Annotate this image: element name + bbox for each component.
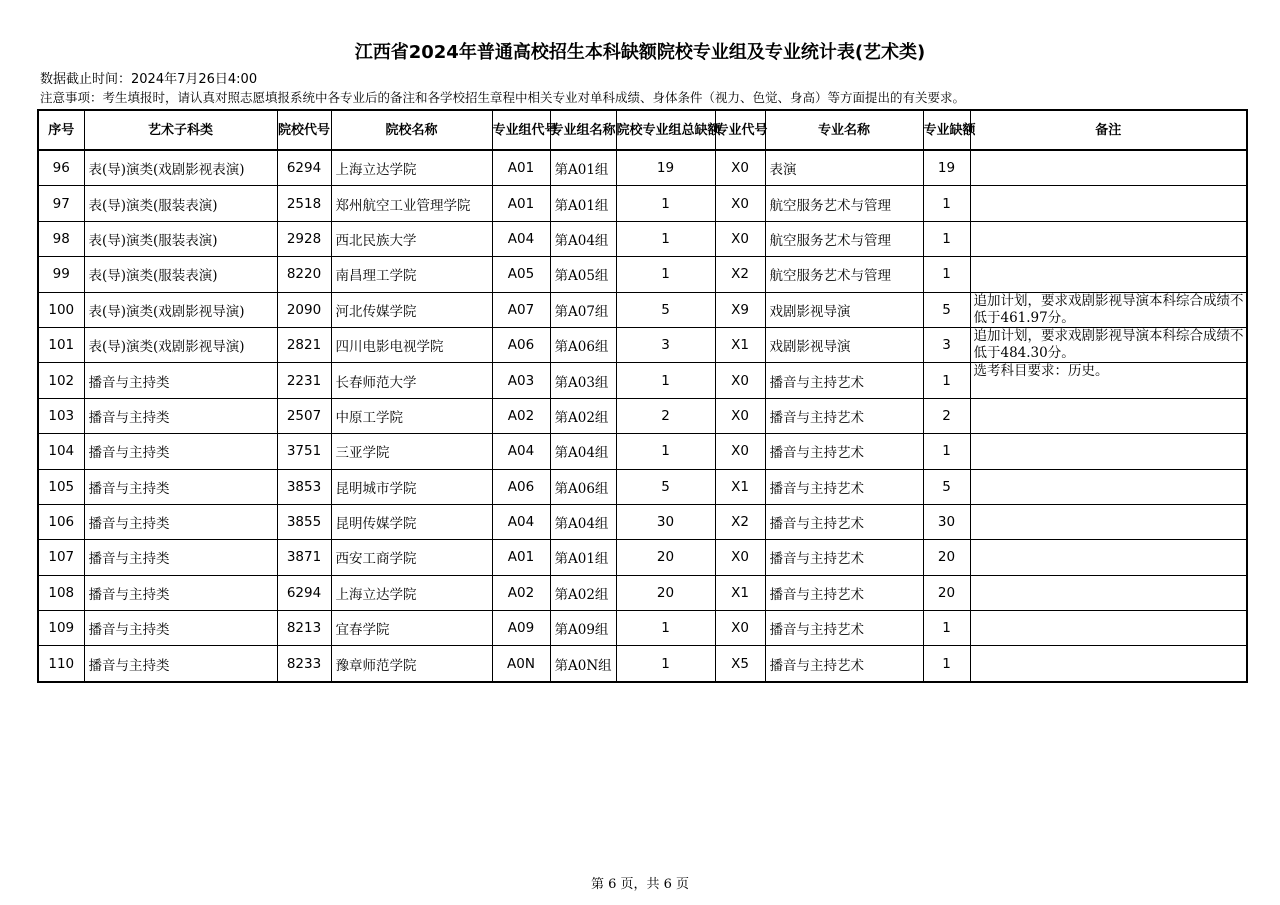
cell-no: 101 xyxy=(38,327,84,362)
cell-school-name: 西安工商学院 xyxy=(331,540,492,575)
cell-major-name: 播音与主持艺术 xyxy=(765,540,923,575)
cell-group-code: A02 xyxy=(492,575,550,610)
cell-major-vacancy: 1 xyxy=(923,257,970,292)
cell-group-total: 19 xyxy=(616,150,715,186)
cell-category: 表(导)演类(服装表演) xyxy=(84,186,277,221)
cell-school-name: 四川电影电视学院 xyxy=(331,327,492,362)
cell-group-name: 第A06组 xyxy=(550,469,616,504)
cell-school-code: 8213 xyxy=(277,611,331,646)
cell-remark xyxy=(970,646,1247,682)
cell-remark xyxy=(970,150,1247,186)
cell-group-total: 20 xyxy=(616,540,715,575)
table-row xyxy=(38,221,1247,256)
cell-group-name: 第A07组 xyxy=(550,292,616,327)
cell-group-name: 第A01组 xyxy=(550,540,616,575)
cell-major-vacancy: 3 xyxy=(923,327,970,362)
cell-category: 表(导)演类(服装表演) xyxy=(84,257,277,292)
cell-school-code: 2231 xyxy=(277,363,331,398)
cell-no: 103 xyxy=(38,398,84,433)
cell-group-code: A01 xyxy=(492,186,550,221)
cell-major-code: X1 xyxy=(715,327,765,362)
cell-category: 播音与主持类 xyxy=(84,469,277,504)
cell-group-name: 第A06组 xyxy=(550,327,616,362)
cell-school-code: 3855 xyxy=(277,504,331,539)
cell-group-code: A05 xyxy=(492,257,550,292)
cell-major-vacancy: 2 xyxy=(923,398,970,433)
cell-no: 108 xyxy=(38,575,84,610)
cell-no: 99 xyxy=(38,257,84,292)
cell-major-code: X9 xyxy=(715,292,765,327)
cell-school-name: 三亚学院 xyxy=(331,434,492,469)
cell-major-vacancy: 1 xyxy=(923,363,970,398)
cell-group-total: 1 xyxy=(616,186,715,221)
cell-group-code: A04 xyxy=(492,504,550,539)
cell-school-name: 上海立达学院 xyxy=(331,150,492,186)
cell-major-name: 播音与主持艺术 xyxy=(765,611,923,646)
cell-group-code: A01 xyxy=(492,540,550,575)
cell-major-code: X1 xyxy=(715,575,765,610)
header-major-name: 专业名称 xyxy=(765,110,923,150)
cell-category: 表(导)演类(戏剧影视表演) xyxy=(84,150,277,186)
cell-school-name: 昆明传媒学院 xyxy=(331,504,492,539)
cell-group-total: 2 xyxy=(616,398,715,433)
cell-school-name: 上海立达学院 xyxy=(331,575,492,610)
cell-group-name: 第A03组 xyxy=(550,363,616,398)
cell-group-name: 第A04组 xyxy=(550,504,616,539)
cell-category: 表(导)演类(服装表演) xyxy=(84,221,277,256)
cell-major-name: 航空服务艺术与管理 xyxy=(765,221,923,256)
cell-category: 播音与主持类 xyxy=(84,646,277,682)
table-header-row xyxy=(38,110,1247,150)
cell-no: 96 xyxy=(38,150,84,186)
table-row xyxy=(38,398,1247,433)
header-school-code: 院校代号 xyxy=(277,110,331,150)
cell-group-total: 1 xyxy=(616,257,715,292)
cell-category: 播音与主持类 xyxy=(84,504,277,539)
cell-group-code: A01 xyxy=(492,150,550,186)
cell-school-code: 3853 xyxy=(277,469,331,504)
cell-group-name: 第A01组 xyxy=(550,150,616,186)
cell-remark: 追加计划，要求戏剧影视导演本科综合成绩不低于461.97分。 xyxy=(970,292,1247,327)
cell-remark xyxy=(970,434,1247,469)
cell-major-vacancy: 1 xyxy=(923,434,970,469)
cell-no: 100 xyxy=(38,292,84,327)
cell-category: 播音与主持类 xyxy=(84,575,277,610)
cell-group-total: 1 xyxy=(616,363,715,398)
cell-major-name: 播音与主持艺术 xyxy=(765,575,923,610)
table-row xyxy=(38,186,1247,221)
table-body xyxy=(38,150,1247,682)
cell-category: 播音与主持类 xyxy=(84,363,277,398)
cell-group-code: A03 xyxy=(492,363,550,398)
cell-no: 110 xyxy=(38,646,84,682)
cell-remark xyxy=(970,575,1247,610)
cell-group-name: 第A05组 xyxy=(550,257,616,292)
cell-major-name: 表演 xyxy=(765,150,923,186)
cell-category: 表(导)演类(戏剧影视导演) xyxy=(84,292,277,327)
header-major-code: 专业代号 xyxy=(715,110,765,150)
cell-major-vacancy: 20 xyxy=(923,540,970,575)
cell-school-name: 长春师范大学 xyxy=(331,363,492,398)
cell-school-name: 西北民族大学 xyxy=(331,221,492,256)
header-remark: 备注 xyxy=(970,110,1247,150)
cell-major-name: 播音与主持艺术 xyxy=(765,646,923,682)
cell-remark xyxy=(970,540,1247,575)
cell-group-total: 1 xyxy=(616,646,715,682)
cell-remark xyxy=(970,398,1247,433)
cell-school-name: 宜春学院 xyxy=(331,611,492,646)
cell-school-code: 2507 xyxy=(277,398,331,433)
cell-no: 106 xyxy=(38,504,84,539)
cell-remark: 选考科目要求：历史。 xyxy=(970,363,1247,398)
cell-group-total: 3 xyxy=(616,327,715,362)
data-cutoff-time: 数据截止时间：2024年7月26日4:00 xyxy=(40,72,258,87)
cell-group-total: 1 xyxy=(616,221,715,256)
cell-group-code: A04 xyxy=(492,434,550,469)
cell-major-code: X0 xyxy=(715,150,765,186)
cell-major-name: 播音与主持艺术 xyxy=(765,504,923,539)
header-group-code: 专业组代号 xyxy=(492,110,550,150)
header-group-name: 专业组名称 xyxy=(550,110,616,150)
cell-major-name: 戏剧影视导演 xyxy=(765,292,923,327)
cell-group-total: 5 xyxy=(616,469,715,504)
cell-major-name: 播音与主持艺术 xyxy=(765,469,923,504)
table-row xyxy=(38,363,1247,398)
cell-group-total: 1 xyxy=(616,611,715,646)
cell-major-code: X0 xyxy=(715,540,765,575)
cell-major-name: 播音与主持艺术 xyxy=(765,434,923,469)
cell-major-code: X2 xyxy=(715,504,765,539)
cell-group-name: 第A02组 xyxy=(550,398,616,433)
table-row xyxy=(38,292,1247,327)
cell-group-name: 第A04组 xyxy=(550,434,616,469)
cell-group-code: A07 xyxy=(492,292,550,327)
cell-no: 109 xyxy=(38,611,84,646)
cell-major-vacancy: 30 xyxy=(923,504,970,539)
cell-group-total: 5 xyxy=(616,292,715,327)
notice-text: 注意事项：考生填报时，请认真对照志愿填报系统中各专业后的备注和各学校招生章程中相关专业对单科成绩、身体条件（视力、色觉、身高）等方面提出的有关要求。 xyxy=(40,90,966,105)
cell-category: 播音与主持类 xyxy=(84,611,277,646)
header-school-name: 院校名称 xyxy=(331,110,492,150)
cell-school-name: 豫章师范学院 xyxy=(331,646,492,682)
table-row xyxy=(38,646,1247,682)
cell-major-code: X0 xyxy=(715,611,765,646)
cell-group-name: 第A02组 xyxy=(550,575,616,610)
cell-remark xyxy=(970,504,1247,539)
cell-school-name: 中原工学院 xyxy=(331,398,492,433)
cell-major-name: 航空服务艺术与管理 xyxy=(765,186,923,221)
cell-school-name: 郑州航空工业管理学院 xyxy=(331,186,492,221)
cell-major-vacancy: 1 xyxy=(923,221,970,256)
cell-remark xyxy=(970,221,1247,256)
cell-school-name: 昆明城市学院 xyxy=(331,469,492,504)
header-major-vacancy: 专业缺额 xyxy=(923,110,970,150)
cell-major-vacancy: 5 xyxy=(923,292,970,327)
cell-group-total: 30 xyxy=(616,504,715,539)
cell-group-code: A04 xyxy=(492,221,550,256)
cell-group-name: 第A0N组 xyxy=(550,646,616,682)
cell-category: 播音与主持类 xyxy=(84,540,277,575)
cell-group-code: A06 xyxy=(492,327,550,362)
table-row xyxy=(38,540,1247,575)
cell-remark xyxy=(970,257,1247,292)
cell-no: 104 xyxy=(38,434,84,469)
cell-remark xyxy=(970,469,1247,504)
cell-major-vacancy: 1 xyxy=(923,611,970,646)
cell-no: 98 xyxy=(38,221,84,256)
cell-group-name: 第A09组 xyxy=(550,611,616,646)
cell-group-total: 20 xyxy=(616,575,715,610)
cell-major-name: 播音与主持艺术 xyxy=(765,398,923,433)
cell-school-code: 8220 xyxy=(277,257,331,292)
cell-school-name: 河北传媒学院 xyxy=(331,292,492,327)
header-no: 序号 xyxy=(38,110,84,150)
cell-school-code: 2821 xyxy=(277,327,331,362)
cell-group-name: 第A01组 xyxy=(550,186,616,221)
page-footer: 第 6 页，共 6 页 xyxy=(590,877,690,892)
table-row xyxy=(38,611,1247,646)
vacancy-table xyxy=(37,109,1248,683)
cell-school-code: 6294 xyxy=(277,575,331,610)
cell-group-code: A0N xyxy=(492,646,550,682)
cell-remark xyxy=(970,186,1247,221)
table-row xyxy=(38,575,1247,610)
cell-school-code: 3751 xyxy=(277,434,331,469)
header-group-total: 院校专业组总缺额 xyxy=(616,110,715,150)
cell-school-name: 南昌理工学院 xyxy=(331,257,492,292)
cell-group-code: A06 xyxy=(492,469,550,504)
table-row xyxy=(38,257,1247,292)
cell-remark xyxy=(970,611,1247,646)
cell-school-code: 2928 xyxy=(277,221,331,256)
table-row xyxy=(38,150,1247,186)
cell-remark: 追加计划，要求戏剧影视导演本科综合成绩不低于484.30分。 xyxy=(970,327,1247,362)
cell-major-name: 航空服务艺术与管理 xyxy=(765,257,923,292)
cell-school-code: 3871 xyxy=(277,540,331,575)
cell-group-name: 第A04组 xyxy=(550,221,616,256)
cell-category: 表(导)演类(戏剧影视导演) xyxy=(84,327,277,362)
cell-major-code: X0 xyxy=(715,434,765,469)
cell-major-name: 戏剧影视导演 xyxy=(765,327,923,362)
cell-major-vacancy: 1 xyxy=(923,646,970,682)
cell-school-code: 6294 xyxy=(277,150,331,186)
table-row xyxy=(38,434,1247,469)
header-category: 艺术子科类 xyxy=(84,110,277,150)
cell-group-total: 1 xyxy=(616,434,715,469)
cell-no: 97 xyxy=(38,186,84,221)
cell-group-code: A09 xyxy=(492,611,550,646)
cell-no: 102 xyxy=(38,363,84,398)
cell-no: 105 xyxy=(38,469,84,504)
table-row xyxy=(38,469,1247,504)
cell-school-code: 2518 xyxy=(277,186,331,221)
cell-major-code: X1 xyxy=(715,469,765,504)
cell-category: 播音与主持类 xyxy=(84,434,277,469)
cell-major-code: X0 xyxy=(715,398,765,433)
cell-school-code: 2090 xyxy=(277,292,331,327)
cell-major-code: X5 xyxy=(715,646,765,682)
cell-major-vacancy: 5 xyxy=(923,469,970,504)
page-title: 江西省2024年普通高校招生本科缺额院校专业组及专业统计表(艺术类) xyxy=(354,42,926,63)
cell-major-vacancy: 19 xyxy=(923,150,970,186)
cell-no: 107 xyxy=(38,540,84,575)
cell-major-code: X2 xyxy=(715,257,765,292)
cell-school-code: 8233 xyxy=(277,646,331,682)
cell-group-code: A02 xyxy=(492,398,550,433)
cell-major-code: X0 xyxy=(715,363,765,398)
cell-category: 播音与主持类 xyxy=(84,398,277,433)
table-row xyxy=(38,327,1247,362)
table-row xyxy=(38,504,1247,539)
cell-major-code: X0 xyxy=(715,221,765,256)
cell-major-code: X0 xyxy=(715,186,765,221)
cell-major-vacancy: 1 xyxy=(923,186,970,221)
cell-major-vacancy: 20 xyxy=(923,575,970,610)
cell-major-name: 播音与主持艺术 xyxy=(765,363,923,398)
